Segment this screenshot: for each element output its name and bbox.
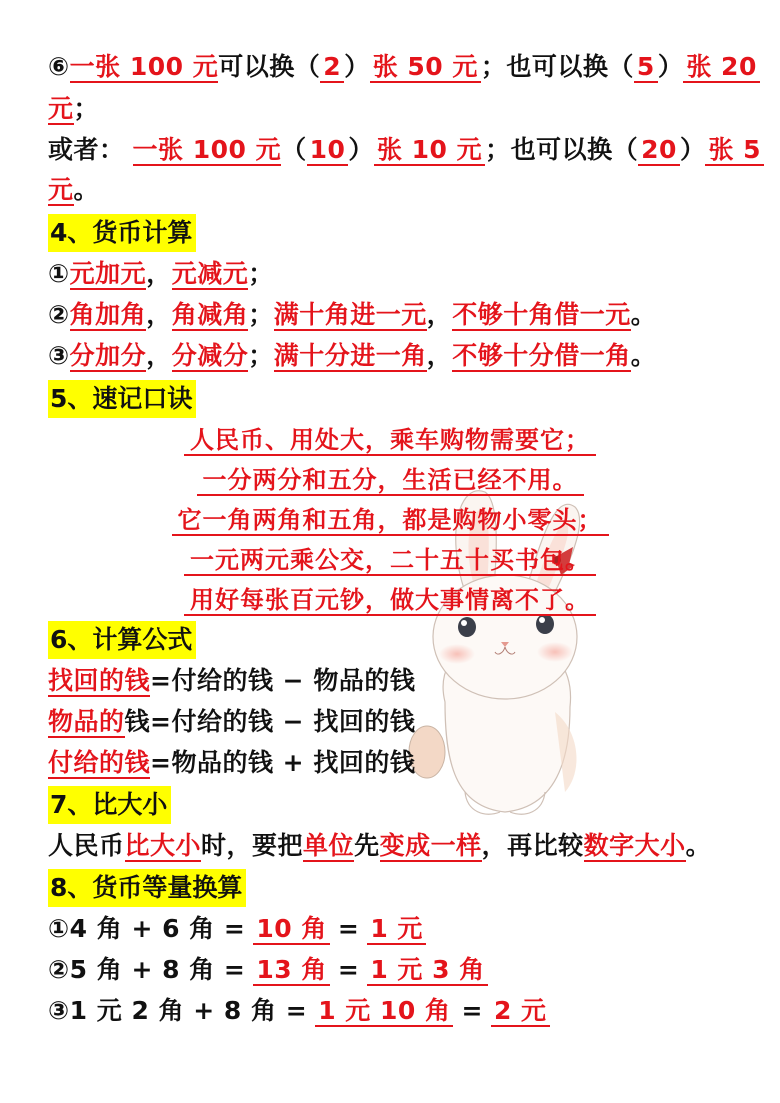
exchange-line-6: ⑥一张 100 元可以换（ 2 ） 张 50 元 ；也可以换（ 5 ） 张 20 — [48, 50, 760, 84]
mnemonic-line: 一元两元乘公交，二十五十买书包。 — [0, 544, 780, 576]
section-heading-8: 8、货币等量换算 — [48, 869, 246, 907]
mnemonic-line: 一分两分和五分，生活已经不用。 — [0, 464, 780, 496]
item-number: ① — [48, 914, 70, 943]
item-number: ② — [48, 300, 70, 329]
mnemonic-line: 用好每张百元钞，做大事情离不了。 — [0, 584, 780, 616]
conversion-1: ①4 角 + 6 角 = 10 角 = 1 元 — [48, 912, 426, 946]
exchange-line-6-cont: 元； — [48, 94, 100, 123]
item-number: ③ — [48, 341, 70, 370]
calc-rule-3: ③分加分，分减分；满十分进一角，不够十分借一角。 — [48, 341, 657, 370]
section-heading-7: 7、比大小 — [48, 786, 171, 824]
exchange-line-alt: 或者： 一张 100 元（ 10 ） 张 10 元 ；也可以换（ 20 ） 张 5 — [48, 133, 764, 167]
calc-rule-1: ①元加元，元减元； — [48, 259, 274, 288]
section-heading-6: 6、计算公式 — [48, 621, 196, 659]
section-heading-5: 5、速记口诀 — [48, 380, 196, 418]
conversion-3: ③1 元 2 角 + 8 角 = 1 元 10 角 = 2 元 — [48, 994, 550, 1028]
formula-item-price: 物品的钱=付给的钱 − 找回的钱 — [48, 707, 416, 736]
compare-rule: 人民币比大小时，要把单位先变成一样，再比较数字大小。 — [48, 831, 712, 860]
mnemonic-line: 它一角两角和五角，都是购物小零头； — [0, 504, 780, 536]
item-number: ① — [48, 259, 70, 288]
section-heading-4: 4、货币计算 — [48, 214, 196, 252]
item-number: ② — [48, 955, 70, 984]
mnemonic-line: 人民币、用处大，乘车购物需要它； — [0, 424, 780, 456]
calc-rule-2: ②角加角，角减角；满十角进一元，不够十角借一元。 — [48, 300, 657, 329]
exchange-line-alt-cont: 元。 — [48, 175, 100, 204]
formula-change: 找回的钱=付给的钱 − 物品的钱 — [48, 666, 416, 695]
item-number: ③ — [48, 996, 70, 1025]
item-number: ⑥ — [48, 52, 70, 81]
formula-paid: 付给的钱=物品的钱 + 找回的钱 — [48, 748, 416, 777]
conversion-2: ②5 角 + 8 角 = 13 角 = 1 元 3 角 — [48, 953, 488, 987]
